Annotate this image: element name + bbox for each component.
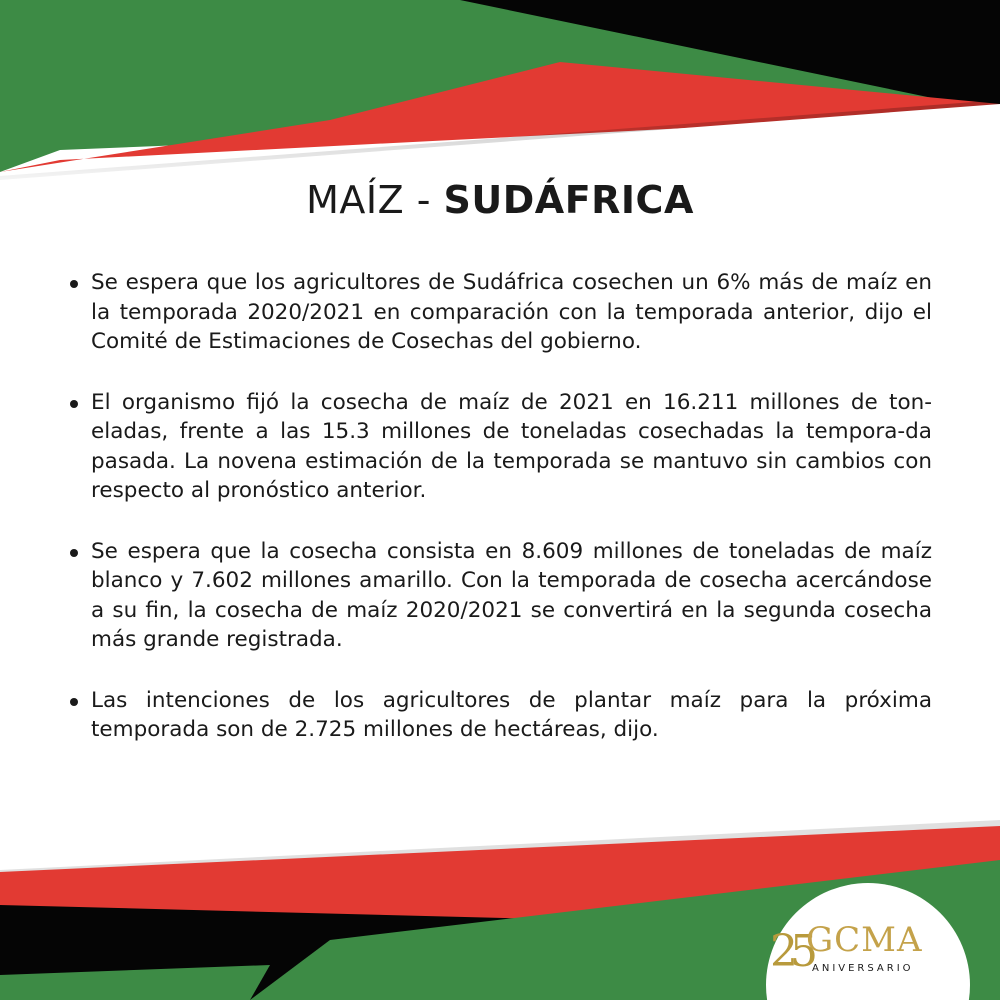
bullet-dot-icon xyxy=(70,698,78,706)
bullet-text: Se espera que los agricultores de Sudáfrica cosechen un 6% más de maíz en la temporada 2020/2021 en comparación con la temporada anterior, dijo el Comité de Estimaciones de Cosechas del gobierno. xyxy=(91,270,932,354)
title-country: SUDÁFRICA xyxy=(443,178,694,222)
bullet-text: Se espera que la cosecha consista en 8.609 millones de toneladas de maíz blanco y 7.602 millones amarillo. Con la temporada de cosecha acercándose a su fin, la cosecha de maíz 2020/2021 se convertirá en la segunda cosecha más grande registrada. xyxy=(91,538,932,652)
bullet-list xyxy=(70,268,932,776)
logo-anniversary-number: 25 xyxy=(770,926,810,977)
bullet-item xyxy=(70,537,932,655)
bullet-text: El organismo fijó la cosecha de maíz de 2021 en 16.211 millones de ton-eladas, frente a las 15.3 millones de toneladas cosechadas la tempora-da pasada. La novena estimación de la temporada se mantuvo sin cambios con respecto al pronóstico anterior. xyxy=(91,389,932,503)
title-prefix: MAÍZ - xyxy=(306,178,444,222)
bullet-item xyxy=(70,388,932,506)
bullet-dot-icon xyxy=(70,400,78,408)
page-title xyxy=(0,178,1000,222)
bullet-text: Las intenciones de los agricultores de plantar maíz para la próxima temporada son de 2.725 millones de hectáreas, dijo. xyxy=(91,687,932,742)
logo-subtitle: ANIVERSARIO xyxy=(812,963,914,974)
bullet-item xyxy=(70,268,932,357)
gcma-logo xyxy=(770,918,950,990)
bullet-dot-icon xyxy=(70,549,78,557)
logo-name: GCMA xyxy=(806,920,923,960)
bullet-dot-icon xyxy=(70,280,78,288)
bullet-item xyxy=(70,686,932,745)
